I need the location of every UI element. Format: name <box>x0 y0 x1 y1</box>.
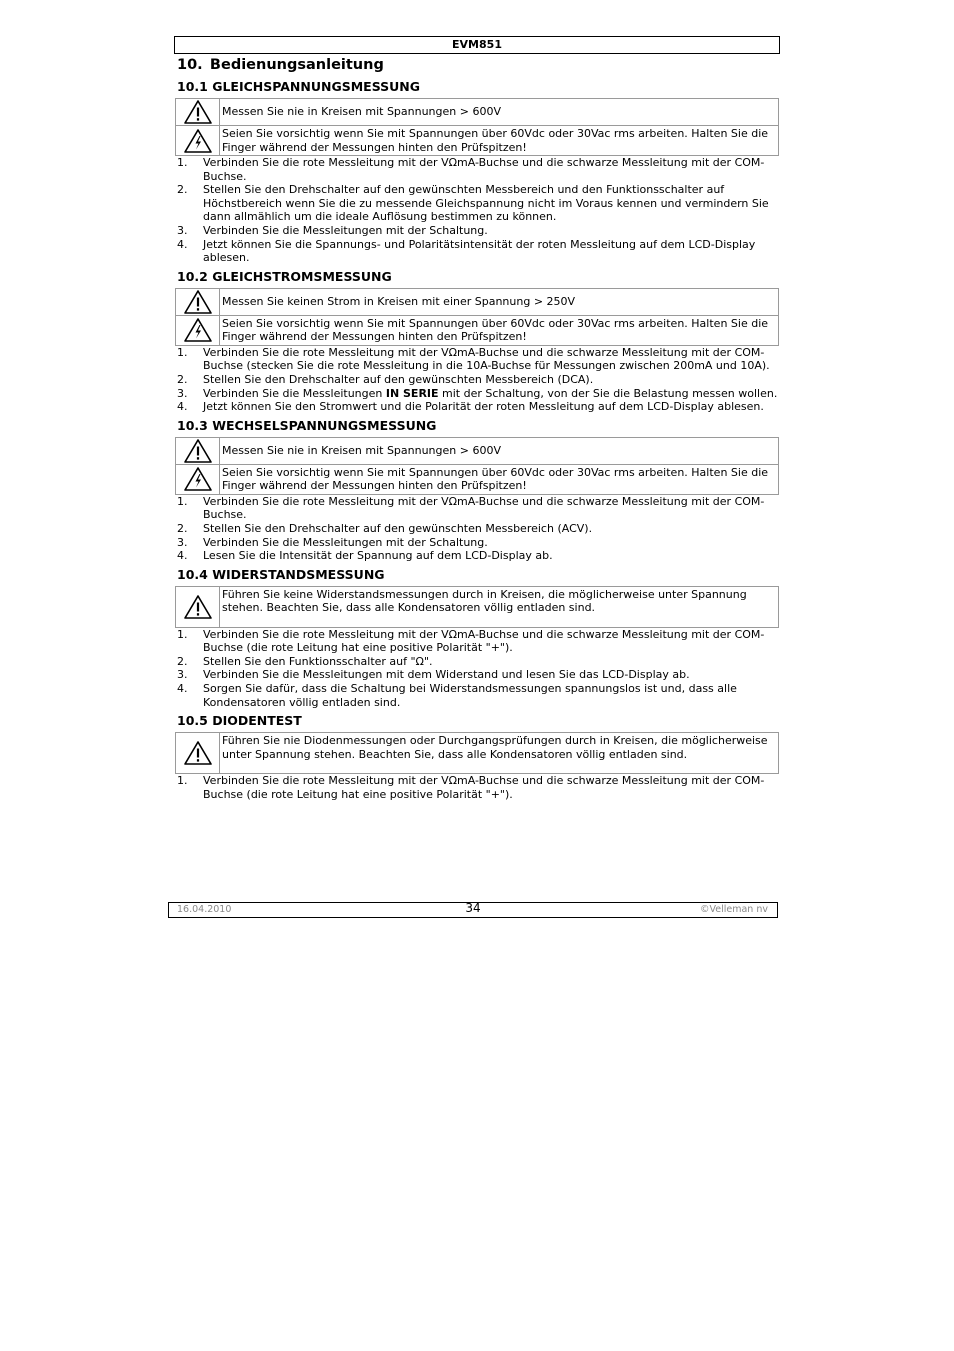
warning-row <box>176 586 779 627</box>
step-number: 3. <box>177 386 188 400</box>
step-number: 2. <box>177 521 188 535</box>
warning-box <box>175 586 779 628</box>
step-text: mit der Schaltung, von der Sie die Belastung messen wollen. <box>438 386 778 400</box>
list-item <box>177 495 780 522</box>
section-heading: 10.3 WECHSELSPANNUNGSMESSUNG <box>177 417 437 433</box>
manual-page <box>174 36 780 801</box>
step-text: Stellen Sie den Funktionsschalter auf "Ω". <box>203 654 433 668</box>
list-item <box>177 183 780 224</box>
step-number: 4. <box>177 400 188 414</box>
step-text: Stellen Sie den Drehschalter auf den gewünschten Messbereich (DCA). <box>203 372 594 386</box>
step-number: 1. <box>177 156 188 169</box>
list-item <box>177 238 780 265</box>
step-number: 1. <box>177 627 188 641</box>
high-voltage-icon <box>176 126 220 156</box>
list-item <box>177 549 780 563</box>
model-name: EVM851 <box>452 38 502 51</box>
step-number: 3. <box>177 668 188 682</box>
step-number: 1. <box>177 494 188 508</box>
steps-list <box>174 495 780 563</box>
warning-box <box>175 98 779 156</box>
warning-triangle-icon <box>176 288 220 315</box>
section-heading: 10.2 GLEICHSTROMSMESSUNG <box>177 268 392 284</box>
step-number: 1. <box>177 774 188 788</box>
list-item <box>177 655 780 669</box>
warning-text: Führen Sie nie Diodenmessungen oder Durchgangsprüfungen durch in Kreisen, die möglicherweise unter Spannung stehen. Beachten Sie, dass alle Kondensatoren völlig entladen sind. <box>220 733 779 774</box>
section-heading: 10.4 WIDERSTANDSMESSUNG <box>177 566 385 582</box>
step-text: Stellen Sie den Drehschalter auf den gewünschten Messbereich (ACV). <box>203 521 593 535</box>
step-text: Verbinden Sie die Messleitungen <box>203 386 386 400</box>
warning-text: Messen Sie nie in Kreisen mit Spannungen > 600V <box>220 99 779 126</box>
warning-triangle-icon <box>176 99 220 126</box>
warning-text: Seien Sie vorsichtig wenn Sie mit Spannungen über 60Vdc oder 30Vac rms arbeiten. Halten Sie die Finger während der Messungen hinten den Prüfspitzen! <box>220 315 779 345</box>
list-item <box>177 536 780 550</box>
step-number: 4. <box>177 237 188 251</box>
step-text: Verbinden Sie die Messleitungen mit der Schaltung. <box>203 223 488 237</box>
list-item <box>177 156 780 183</box>
warning-triangle-icon <box>176 586 220 627</box>
step-text: Verbinden Sie die Messleitungen mit dem Widerstand und lesen Sie das LCD-Display ab. <box>203 668 690 682</box>
steps-list <box>174 774 780 801</box>
list-item <box>177 346 780 373</box>
step-text: Verbinden Sie die rote Messleitung mit der VΩmA-Buchse und die schwarze Messleitung mit der COM-Buchse (die rote Leitung hat eine positive Polarität "+"). <box>203 774 765 801</box>
steps-list <box>174 628 780 710</box>
footer-date: 16.04.2010 <box>177 904 232 915</box>
step-number: 4. <box>177 682 188 696</box>
step-text: Verbinden Sie die Messleitungen mit der Schaltung. <box>203 535 488 549</box>
section-heading: 10.1 GLEICHSPANNUNGSMESSUNG <box>177 79 421 94</box>
high-voltage-icon <box>176 464 220 494</box>
list-item <box>177 668 780 682</box>
step-text: Verbinden Sie die rote Messleitung mit der VΩmA-Buchse und die schwarze Messleitung mit der COM-Buchse. <box>203 494 765 522</box>
warning-text: Seien Sie vorsichtig wenn Sie mit Spannungen über 60Vdc oder 30Vac rms arbeiten. Halten Sie die Finger während der Messungen hinten den Prüfspitzen! <box>220 464 779 494</box>
step-number: 4. <box>177 549 188 563</box>
list-item <box>177 682 780 709</box>
list-item <box>177 400 780 414</box>
warning-text: Messen Sie keinen Strom in Kreisen mit einer Spannung > 250V <box>220 288 779 315</box>
warning-row <box>176 315 779 345</box>
list-item <box>177 522 780 536</box>
step-number: 2. <box>177 372 188 386</box>
warning-row <box>176 126 779 156</box>
step-text: Verbinden Sie die rote Messleitung mit der VΩmA-Buchse und die schwarze Messleitung mit der COM-Buchse (stecken Sie die rote Messleitung in die 10A-Buchse für Messungen zwischen 200mA und 10A). <box>203 345 770 373</box>
list-item <box>177 387 780 401</box>
step-text: Lesen Sie die Intensität der Spannung auf dem LCD-Display ab. <box>203 549 553 563</box>
warning-box <box>175 288 779 346</box>
step-text: Jetzt können Sie den Stromwert und die Polarität der roten Messleitung auf dem LCD-Display ablesen. <box>203 400 764 414</box>
high-voltage-icon <box>176 315 220 345</box>
warning-box <box>175 732 779 774</box>
page-header <box>174 36 780 54</box>
step-number: 2. <box>177 183 188 197</box>
warning-row <box>176 288 779 315</box>
step-text: Jetzt können Sie die Spannungs- und Polaritätsintensität der roten Messleitung auf dem LCD-Display ablesen. <box>203 237 756 265</box>
step-number: 3. <box>177 223 188 237</box>
warning-text: Seien Sie vorsichtig wenn Sie mit Spannungen über 60Vdc oder 30Vac rms arbeiten. Halten Sie die Finger während der Messungen hinten den Prüfspitzen! <box>220 126 779 156</box>
warning-triangle-icon <box>176 437 220 464</box>
section-heading: 10.5 DIODENTEST <box>177 713 302 729</box>
warning-box <box>175 437 779 495</box>
step-text: Verbinden Sie die rote Messleitung mit der VΩmA-Buchse und die schwarze Messleitung mit der COM-Buchse. <box>203 156 765 183</box>
step-number: 2. <box>177 654 188 668</box>
step-text: Verbinden Sie die rote Messleitung mit der VΩmA-Buchse und die schwarze Messleitung mit der COM-Buchse (die rote Leitung hat eine positive Polarität "+"). <box>203 627 765 655</box>
list-item <box>177 774 780 801</box>
footer-copyright: ©Velleman nv <box>700 904 768 915</box>
steps-list <box>174 156 780 265</box>
warning-row <box>176 733 779 774</box>
page-number: 34 <box>465 901 481 915</box>
list-item <box>177 373 780 387</box>
steps-list <box>174 346 780 414</box>
step-number: 1. <box>177 345 188 359</box>
warning-row <box>176 99 779 126</box>
page-footer <box>168 902 778 918</box>
sections-container <box>174 79 780 801</box>
step-text: Sorgen Sie dafür, dass die Schaltung bei Widerstandsmessungen spannungslos ist und, dass alle Kondensatoren völlig entladen sind. <box>203 682 737 709</box>
step-emphasis: IN SERIE <box>385 386 439 400</box>
step-number: 3. <box>177 535 188 549</box>
warning-text: Messen Sie nie in Kreisen mit Spannungen > 600V <box>220 437 779 464</box>
chapter-title: 10. Bedienungsanleitung <box>177 57 384 73</box>
warning-text: Führen Sie keine Widerstandsmessungen durch in Kreisen, die möglicherweise unter Spannung stehen. Beachten Sie, dass alle Kondensatoren völlig entladen sind. <box>220 586 779 627</box>
list-item <box>177 628 780 655</box>
warning-row <box>176 464 779 494</box>
list-item <box>177 224 780 238</box>
warning-triangle-icon <box>176 733 220 774</box>
step-text: Stellen Sie den Drehschalter auf den gewünschten Messbereich und den Funktionsschalter auf Höchstbereich wenn Sie die zu messende Gleichspannung nicht im Voraus kennen und vermindern Sie dann allmählich um die ideale Auflösung bestimmen zu können. <box>203 183 769 224</box>
warning-row <box>176 437 779 464</box>
